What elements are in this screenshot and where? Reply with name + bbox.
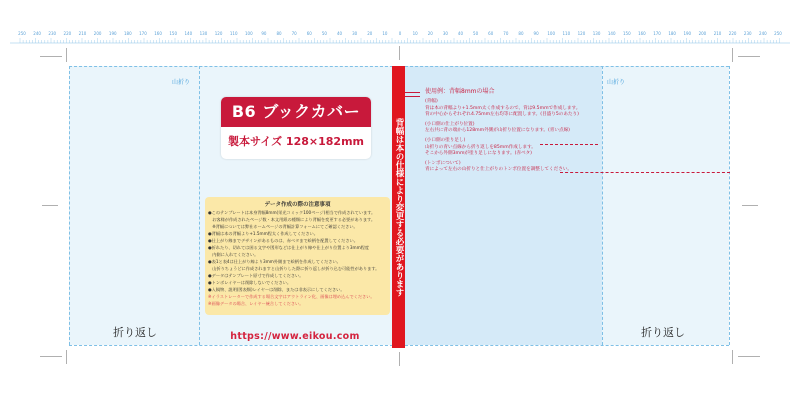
website-url: https://www.eikou.com: [230, 331, 360, 342]
mountain-fold-label-left: 山折り: [172, 79, 191, 86]
ruler-number: 50: [473, 31, 479, 36]
ruler-number: 100: [244, 31, 253, 36]
ruler-number: 130: [592, 31, 601, 36]
crop-mark: [738, 56, 760, 57]
notice-line: ※背幅については弊社ホームページの背幅計算フォームにてご確認ください。: [208, 224, 358, 229]
notice-line: ●トンボレイヤーは削除しないでください。: [208, 280, 292, 285]
ruler-number: 130: [199, 31, 208, 36]
ruler-number: 90: [261, 31, 267, 36]
fold-guide-right: [729, 66, 730, 345]
ruler-number: 20: [367, 31, 373, 36]
ruler-number: 110: [229, 31, 238, 36]
ruler-number: 30: [442, 31, 448, 36]
ruler-number: 80: [276, 31, 282, 36]
crop-mark: [732, 350, 733, 364]
ruler-number: 180: [668, 31, 676, 36]
ruler-number: 90: [533, 31, 539, 36]
notice-warning-line: ※画像データの場合、レイヤー統合してください。: [208, 301, 304, 306]
ruler-number: 120: [577, 31, 586, 36]
notice-line: ●折れたり、切れては困る文字や図形などは仕上がり線や仕上がり位置より3mm程度: [208, 245, 370, 250]
mountain-fold-label-right: 山折り: [607, 79, 626, 86]
ruler-number: 230: [48, 31, 57, 36]
notice-line: 内側に入れてください。: [208, 252, 259, 257]
ruler-number: 40: [336, 31, 343, 36]
spine-info-heading: 使用例：背幅8mmの場合: [425, 88, 495, 95]
ruler-number: 220: [63, 31, 72, 36]
ruler-number: 140: [607, 31, 616, 36]
ruler-number: 180: [124, 31, 132, 36]
ruler-number: 190: [683, 31, 692, 36]
notice-warning-line: ※イラストレーターで作成する場合文字はアウトライン化、画像は埋め込んでください。: [208, 294, 375, 299]
notice-line: ●背幅は本の背幅より+1.5mm程太く作成してください。: [208, 231, 318, 236]
ruler-number: 200: [93, 31, 102, 36]
ruler-number: 120: [214, 31, 223, 36]
ruler-number: 240: [759, 31, 767, 36]
ruler-number: 10: [412, 31, 418, 36]
fold-back-label-left: 折り返し: [113, 326, 157, 339]
ruler-number: 70: [291, 31, 297, 36]
spine-info-line: 左右共に背の端から128mm外側が山折り位置になります。(青い点線): [425, 128, 570, 134]
notice-line: 山折りちょうどに作成されますと山折りした際に折り返しが折り込む可能性があります。: [208, 266, 380, 271]
ruler-number: 60: [306, 31, 312, 36]
crop-mark: [42, 205, 58, 206]
crop-mark: [66, 48, 67, 62]
fold-guide-front: [602, 66, 603, 345]
ruler-number: 20: [427, 31, 433, 36]
info-pointer-line: [560, 172, 730, 173]
ruler-number: 80: [518, 31, 524, 36]
ruler-number: 70: [503, 31, 509, 36]
crop-mark: [40, 356, 62, 357]
ruler-number: 170: [653, 31, 661, 36]
spine-info-marker: [405, 92, 420, 93]
spine-info-line: 青によって左右の山折りと仕上がりのトンボ位置を調整してください。: [425, 167, 573, 173]
spine-info-line: (トンボについて): [425, 160, 461, 166]
ruler-number: 190: [108, 31, 117, 36]
crop-mark: [399, 46, 400, 60]
crop-mark: [738, 356, 760, 357]
notice-line: お客様が作成されたページ数・本文用紙の種類により背幅を変更する必要があります。: [208, 217, 376, 222]
spine-info-marker: [405, 96, 420, 97]
fold-back-label-right: 折り返し: [641, 326, 685, 339]
spine-info-line: (小口側の塗り足し): [425, 138, 466, 143]
ruler-number: 100: [547, 31, 556, 36]
ruler-number: 210: [78, 31, 87, 36]
ruler-number: 230: [743, 31, 752, 36]
crop-mark: [742, 205, 758, 206]
info-pointer-line: [540, 144, 598, 145]
notice-line: ●表1と表4は仕上がり線より3mm外側まで絵柄を作成してください。: [208, 259, 341, 264]
crop-mark: [40, 56, 62, 57]
binding-size: 製本サイズ 128×182mm: [227, 135, 364, 148]
spine-info-line: (小口側の仕上がり位置): [425, 121, 475, 127]
ruler-number: 150: [169, 31, 178, 36]
front-fold-panel-right: [602, 66, 729, 345]
ruler-number: 210: [713, 31, 722, 36]
spine-info-line: 背の中心からそれぞれ4.75mm左右均等に配置します。(目盛り5のあたり): [425, 112, 579, 118]
ruler-number: 150: [622, 31, 631, 36]
crop-mark: [66, 350, 67, 364]
spine-note: 背幅は本の仕様により変更する必要があります: [394, 118, 404, 297]
crop-mark: [732, 48, 733, 62]
spine-info-line: 山折りの青い点線から折り返しを85mm作成します。: [425, 144, 536, 150]
ruler-number: 50: [321, 31, 327, 36]
ruler-number: 160: [638, 31, 646, 36]
ruler-number: 10: [382, 31, 388, 36]
back-fold-panel-left: [69, 66, 199, 345]
notice-line: ●データはテンプレート原寸で作成してください。: [208, 273, 304, 278]
fold-guide-left: [69, 66, 70, 345]
notice-line: ●このテンプレートは本身背幅8mm(栄光コミック100ページ)相当で作成されています。: [208, 210, 376, 215]
spine-info-line: 背は本の背幅より+1.5mm太く作成するので、背は9.5mmで作成します。: [425, 105, 581, 111]
ruler-number: 60: [488, 31, 494, 36]
ruler-number: 110: [562, 31, 571, 36]
ruler-number: 160: [154, 31, 162, 36]
spine-info-line: (背幅): [425, 99, 438, 104]
ruler-number: 220: [728, 31, 737, 36]
ruler-number: 250: [774, 31, 782, 36]
ruler-number: 200: [698, 31, 707, 36]
notice-line: ●入稿物、説明(図表類)レイヤーは削除、または非表示にしてください。: [208, 287, 345, 292]
ruler-number: 170: [139, 31, 147, 36]
notice-title: データ作成の際の注意事項: [264, 202, 331, 208]
crop-mark: [399, 352, 400, 366]
notice-line: ●仕上がり線までデザインがあるものは、赤ベタまで絵柄を配置してください。: [208, 238, 358, 243]
ruler-number: 0: [398, 31, 402, 36]
ruler-number: 30: [352, 31, 358, 36]
ruler-number: 140: [184, 31, 193, 36]
spine-info-line: そこから外側3mmが塗り足しになります。(赤ベタ): [425, 151, 532, 157]
fold-guide-back: [199, 66, 200, 345]
ruler-number: 40: [457, 31, 464, 36]
product-title: B6 ブックカバー: [221, 97, 371, 127]
ruler-number: 240: [33, 31, 41, 36]
ruler-number: 250: [18, 31, 26, 36]
